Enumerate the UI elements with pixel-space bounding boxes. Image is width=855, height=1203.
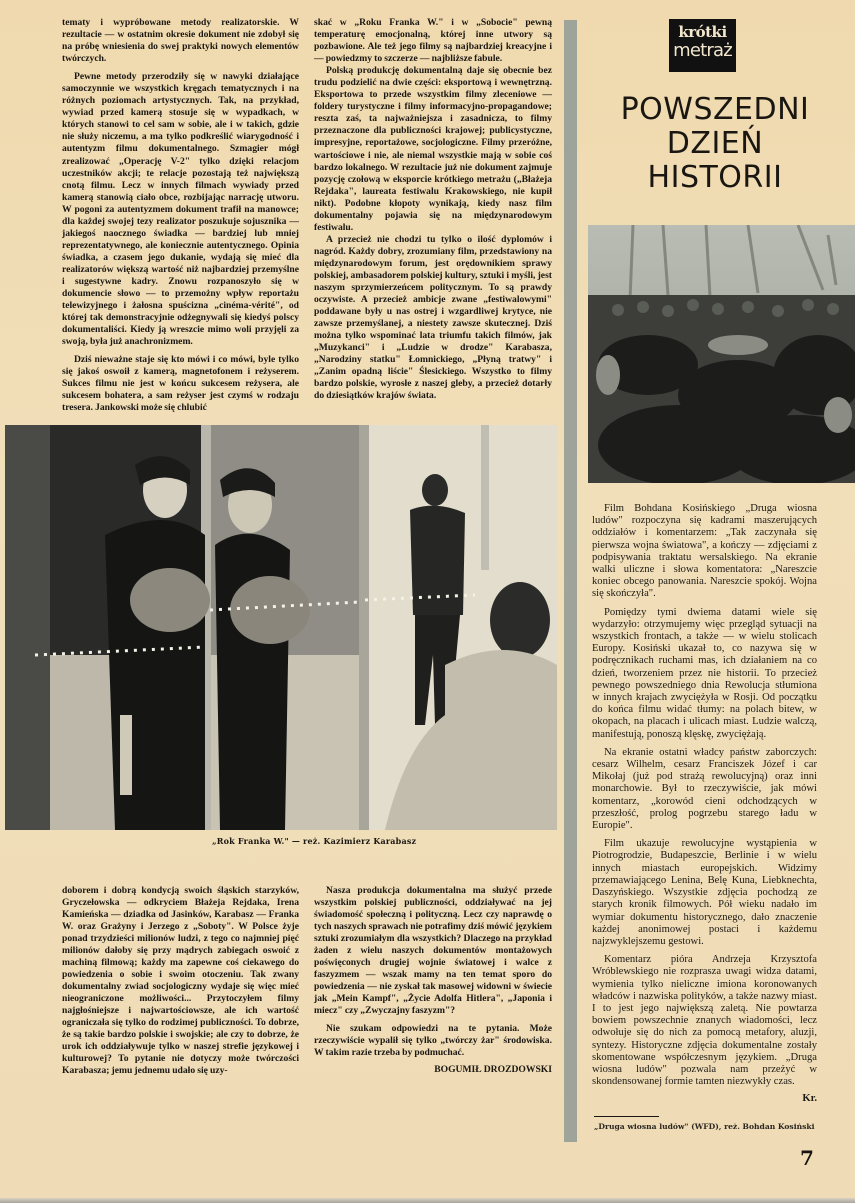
article-column-3: [62, 885, 299, 1078]
sidebar-signature: Kr.: [802, 1093, 817, 1105]
headline-line: POWSZEDNI: [620, 92, 810, 127]
badge-line-2: metraż: [673, 40, 732, 61]
badge-line-1: krótki: [678, 23, 727, 41]
paragraph: Dziś nieważne staje się kto mówi i co mówi, byle tylko się jakoś oswoił z kamerą, magnetofonem i reżyserem. Sukces filmu nie jest w końcu sukcesem reżysera, ale sukcesem bohatera, a sam reżyser jest czymś w rodzaju tresera. Jankowski może się chlubić: [62, 354, 299, 414]
page-number: 7: [800, 1145, 814, 1170]
paragraph: Nasza produkcja dokumentalna ma służyć przede wszystkim polskiej publiczności, oddziaływać na jej świadomość społeczną i polityczną. Lecz czy naprawdę o tych naszych sprawach nie potrafimy dziś mówić językiem sztuki zrozumiałym dla wszystkich? Dlaczego na przykład żaden z wielu naszych dokumentów montażowych poświęconych drugiej wojnie światowej i walce z faszyzmem — wszak mamy na ten temat sporo do powiedzenia — nie zyskał tak masowej widowni w świecie jak „Mein Kampf", „Życie Adolfa Hitlera", „Japonia i miecz" czy „Zwyczajny faszyzm"?: [314, 884, 552, 1016]
article-column-2: [314, 17, 552, 403]
paragraph: Film Bohdana Kosińskiego „Druga wiosna ludów" rozpoczyna się kadrami maszerujących oddziałów i komentarzem: „Tak zaczynała się pierwsza wojna światowa", a kończy — zdjęciami z podpisywania traktatu wersalskiego. Na ekranie walki uliczne i słowa komentatora: „Nareszcie koniec obcego panowania. Nareszcie spokój. Wojna się skończyła".: [592, 503, 817, 600]
paragraph: A przecież nie chodzi tu tylko o ilość dyplomów i nagród. Każdy dobry, zrozumiany film, przedstawiony na międzynarodowym forum, jest orędownikiem sprawy polskiej, ambasadorem polskiej kultury, sztuki i myśli, jest naszym sprzymierzeńcem politycznym. To są prawdy oczywiste. A przecież ambicje zwane „festiwalowymi" poddawane były u nas ostrej i wzgardliwej krytyce, nie zawsze przemyślanej, a niestety zawsze skutecznej. Dziś można tylko wspominać lata triumfu takich filmów, jak „Muzykanci" i „Ludzie w drodze" Karabasza, „Narodziny statku" Łomnickiego, „Płyną tratwy" i „Zanim opadną liście" Ślesickiego. Wszystko to filmy bardzo polskie, wyrosłe z naszej gleby, a przecież dotarły do dziesiątków krajów świata.: [314, 233, 552, 402]
film-still-photo: [5, 425, 557, 830]
paragraph: Nie szukam odpowiedzi na te pytania. Może rzeczywiście wypalił się tylko „twórczy żar" środowiska. W takim razie trzeba by podmuchać.: [314, 1023, 552, 1059]
column-divider-bar: [564, 20, 577, 1142]
paragraph: doborem i dobrą kondycją swoich śląskich starzyków, Gryczełowska — odkryciem Błażeja Rejdaka, Irena Kamieńska — dziadka od Jasinków, Karabasz — Franka W. oraz Grażyny i Jerzego z „Soboty". W Polsce żyje ponad trzydzieści milionów ludzi, z tego co najmniej pięć milionów dałoby się przy mądrych zabiegach oswoić z machiną filmową; każdy ma zapewne coś ciekawego do powiedzenia o sobie i swoim otoczeniu. Tak zwany dokumentalny zwiad socjologiczny wydaje się więc mieć nieograniczone możliwości... Przytoczyłem filmy najgłośniejsze i najwartościowsze, ale ich wartość ograniczała się tylko do rodzimej publiczności. To dobrze, że są takie bardzo polskie i swojskie; ale czy to dobrze, że urok ich oddziaływuje tylko w naszej strefie językowej i kulturowej? To pytanie nie dotyczy może twórczości Karabasza; jemu jednemu udało się uzy-: [62, 884, 299, 1077]
section-badge: [669, 19, 736, 72]
badge-wrapper: [577, 0, 855, 72]
sidebar-headline: [577, 93, 845, 195]
paragraph: Film ukazuje rewolucyjne wystąpienia w Piotrogrodzie, Budapeszcie, Berlinie i w wielu innych miastach europejskich. Widzimy przemawiającego Lenina, Belę Kuna, Liebknechta, Daszyńskiego. Wszystkie zdjęcia pochodzą ze starych kronik filmowych. Pół wieku nadało im wymiar dokumentu historycznego, dało znaczenie każdej anonimowej postaci i każdemu najzwyklejszemu gestowi.: [592, 838, 817, 947]
author-byline: BOGUMIŁ DROZDOWSKI: [434, 1064, 552, 1076]
film-credit-footnote: „Druga wiosna ludów" (WFD), reż. Bohdan Kosiński: [594, 1121, 815, 1131]
photo-caption: „Rok Franka W." — reż. Kazimierz Karabasz: [212, 835, 417, 846]
paragraph: skać w „Roku Franka W." i w „Sobocie" pewną temperaturę emocjonalną, której inne utwory są pozbawione. Ale też jego filmy są najbardziej kreacyjne i — powiedzmy to szczerze — najbliższe fabule.: [314, 17, 552, 65]
headline-line: DZIEŃ: [666, 126, 764, 161]
article-column-4: [314, 885, 552, 1077]
article-column-1: [62, 17, 299, 415]
paragraph: Komentarz pióra Andrzeja Krzysztofa Wróblewskiego nie rozprasza uwagi widza datami, wymienia tylko nieliczne imiona koronowanych władców i nazwiska polityków, a także nazwy miast. I to jest jego największą zaletą. Nie powtarza bowiem powszechnie znanych wiadomości, lecz odwołuje się do nich za pomocą metafory, aluzji, syntezy. Historyczne zdjęcia dokumentalne zostały skomentowane współczesnym językiem. „Druga wiosna ludów" pozwala nam przeżyć w skondensowanej formie tamten niezwykły czas.: [592, 954, 817, 1088]
film-still-illustration: [5, 425, 557, 830]
footnote-rule: [594, 1116, 659, 1117]
war-photo-illustration: [588, 225, 855, 483]
top-columns: [0, 0, 564, 415]
page-bottom-edge: [0, 1198, 855, 1203]
paragraph: Na ekranie ostatni władcy państw zaborczych: cesarz Wilhelm, cesarz Franciszek Józef i car Mikołaj (już pod strażą rewolucyjną) oraz inni monarchowie. Był to rzeczywiście, jak mówi komentarz, „korowód cieni odchodzących w przeszłość, prolog pogrzebu starego ładu w Europie".: [592, 746, 817, 832]
headline-line: HISTORII: [647, 160, 783, 195]
paragraph: Pomiędzy tymi dwiema datami wiele się wydarzyło: otrzymujemy więc przegląd sytuacji na wszystkich frontach, a także — w wielu stolicach Europy. Kosiński ukazał to, co nazywa się w podręcznikach ruchami mas, ich działaniem na co dzień, tworzeniem przez nie historii. To przecież pewnego powszedniego dnia Rewolucja stłumiona w innych krajach zwyciężyła w Rosji. Od początku do końca filmu widać tłumy: na polach bitew, w okopach, na placach i ulicach miast. Ludzie walczą, manifestują, ponoszą klęskę, zwyciężają.: [592, 606, 817, 740]
paragraph: Polską produkcję dokumentalną daje się obecnie bez trudu podzielić na dwie części: eksportową i wewnętrzną. Eksportowa to przede wszystkim filmy zleceniowe — foldery turystyczne i filmy informacyjno-propagandowe; reszta zaś, ta najważniejsza i zasadnicza, to filmy przeznaczone dla publiczności krajowej; publicystyczne, impresyjne, reportażowe, socjologiczne. Filmy przeróżne, wartościowe i nie, ale niemal wszystkie mają w sobie coś bardzo lokalnego. W rezultacie już nie dokument zajmuje pozycję czołową w eksporcie krótkiego metrażu („Błażeja Rejdaka", laureata festiwalu Krakowskiego, nie kupił nikt). Podobne kłopoty wynikają, kiedy nasz film dokumentalny pojawia się na międzynarodowym festiwalu.: [314, 65, 552, 233]
paragraph: tematy i wypróbowane metody realizatorskie. W rezultacie — w ostatnim okresie dokument nie zdobył się na próbę wniesienia do swej praktyki nowych elementów twórczych.: [62, 17, 299, 65]
historical-war-photo: [588, 225, 855, 483]
paragraph: Pewne metody przerodziły się w nawyki działające samoczynnie we wszystkich kręgach tematycznych i na różnych poziomach artystycznych. Tak, na przykład, wywiad przed kamerą stosuje się w wypadkach, w których stanowi to cel sam w sobie, ale i w takich, gdzie nie służy niczemu, a ma tylko podkreślić wiarygodność i autentyzm filmu dokumentalnego. Szmagier mógł zrealizować „Operację V-2" tylko dzięki relacjom uczestników akcji; te relacje pozostają też największą cnotą filmu. Lecz w innych filmach wywiady przed kamerą stanowią ciało obce, rozbijając narrację utworu. W pogoni za autentyzmem dokument trafił na manowce; dla każdej swojej tezy realizator poszukuje sojusznika — jakiegoś naocznego świadka — bardziej lub mniej reprezentatywnego, ale koniecznie autentycznego. Opinia świadka, a czasem jego dukanie, wydają się mieć dla realizatorów większą wartość niż najbardziej przemyślne i sugestywne kadry. Znowu rozpanoszyło się w dokumencie słowo — to przemożny wpływ reportażu telewizyjnego i żałosna spuścizna „cinéma-vérité", od której tak demonstracyjnie odżegnywali się kiedyś polscy dokumentaliści. Kiedy ją wreszcie mimo woli przyjęli za swoją, była już anachronizmem.: [62, 71, 299, 348]
bottom-columns: [0, 847, 564, 1078]
sidebar-article-text: [592, 503, 817, 1106]
sidebar: [577, 0, 855, 1170]
